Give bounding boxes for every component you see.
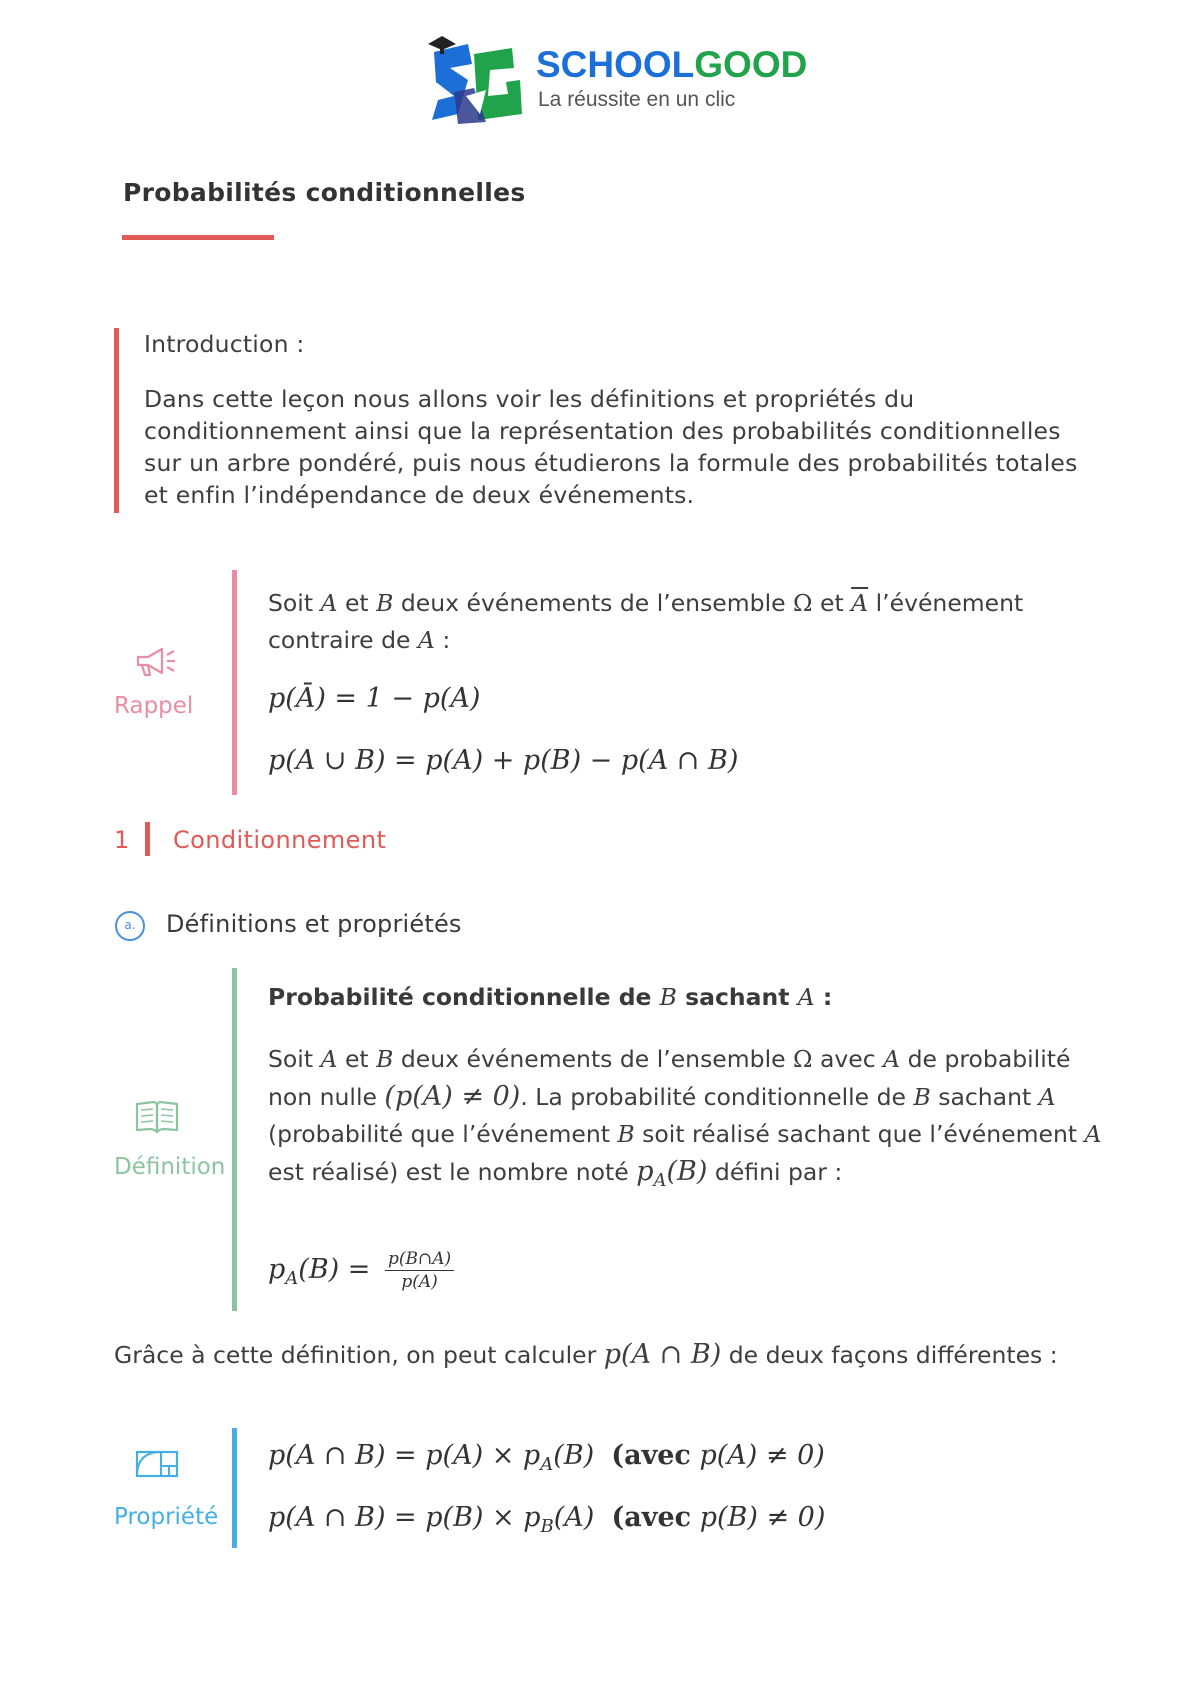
definition-accent-bar	[232, 968, 237, 1311]
logo-brand: SCHOOLGOOD	[536, 44, 808, 85]
rappel-equation-union: p(A ∪ B) = p(A) + p(B) − p(A ∩ B)	[268, 745, 739, 776]
subsection-title: Définitions et propriétés	[166, 910, 462, 938]
intro-label: Introduction :	[144, 330, 305, 358]
property-equation-2: p(A ∩ $B) = p(B) \times p_B(A)$ (avec p(B) ≠ 0)	[268, 1502, 826, 1537]
subsection-badge: a.	[115, 911, 145, 941]
rappel-label: Rappel	[114, 693, 194, 719]
formula-fraction: $\frac{p(B\cap A)}{p(A)}$	[385, 1248, 454, 1293]
logo	[428, 34, 808, 126]
intro-text: Dans cette leçon nous allons voir les définitions et propriétés du conditionnement ainsi que la représentation des probabilités conditionnelles sur un arbre pondéré, puis nous étudierons la formule des probabilités totales et enfin l’indépendance de deux événements.	[144, 385, 1078, 509]
property-accent-bar	[232, 1428, 237, 1548]
property-equation-1: p(A ∩ $B) = p(A) \times p_A(B)$ (avec p(A) ≠ 0)	[268, 1440, 825, 1475]
transition-text: Grâce à cette définition, on peut calculer p(A ∩ B) de deux façons différentes :	[114, 1339, 1058, 1370]
rappel-equation-complement: p(Ā) = 1 − p(A)	[268, 683, 481, 714]
section-number: 1	[114, 826, 130, 854]
section-title: Conditionnement	[173, 826, 387, 854]
definition-formula: $p_A(B)$ = $\frac{p(B\cap A)}{p(A)}$	[268, 1248, 454, 1293]
megaphone-icon	[134, 645, 178, 679]
page-title: Probabilités conditionnelles	[123, 178, 526, 207]
intro-accent-bar	[114, 328, 119, 513]
rappel-text: Soit A et B deux événements de l’ensemble Ω et $\overline{A}$ l’événement contraire de A :	[268, 589, 1024, 654]
definition-text: Soit A et B deux événements de l’ensemble Ω avec A de probabilité non nulle (p(A) ≠ 0). La probabilité conditionnelle de B sachant A (probabilité que l’événement B soit réalisé sachant que l’événement A est réalisé) est le nombre noté $p_A(B)$ défini par :	[268, 1045, 1102, 1191]
logo-tagline: La réussite en un clic	[538, 88, 736, 111]
definition-title: Probabilité conditionnelle de B sachant A :	[268, 983, 833, 1011]
open-book-icon	[134, 1098, 180, 1136]
definition-label: Définition	[114, 1154, 226, 1180]
property-label: Propriété	[114, 1504, 219, 1530]
golden-ratio-icon	[134, 1449, 180, 1479]
rappel-accent-bar	[232, 570, 237, 795]
logo-mark-icon	[428, 34, 528, 126]
section-divider	[145, 822, 150, 856]
title-underline	[122, 235, 274, 240]
